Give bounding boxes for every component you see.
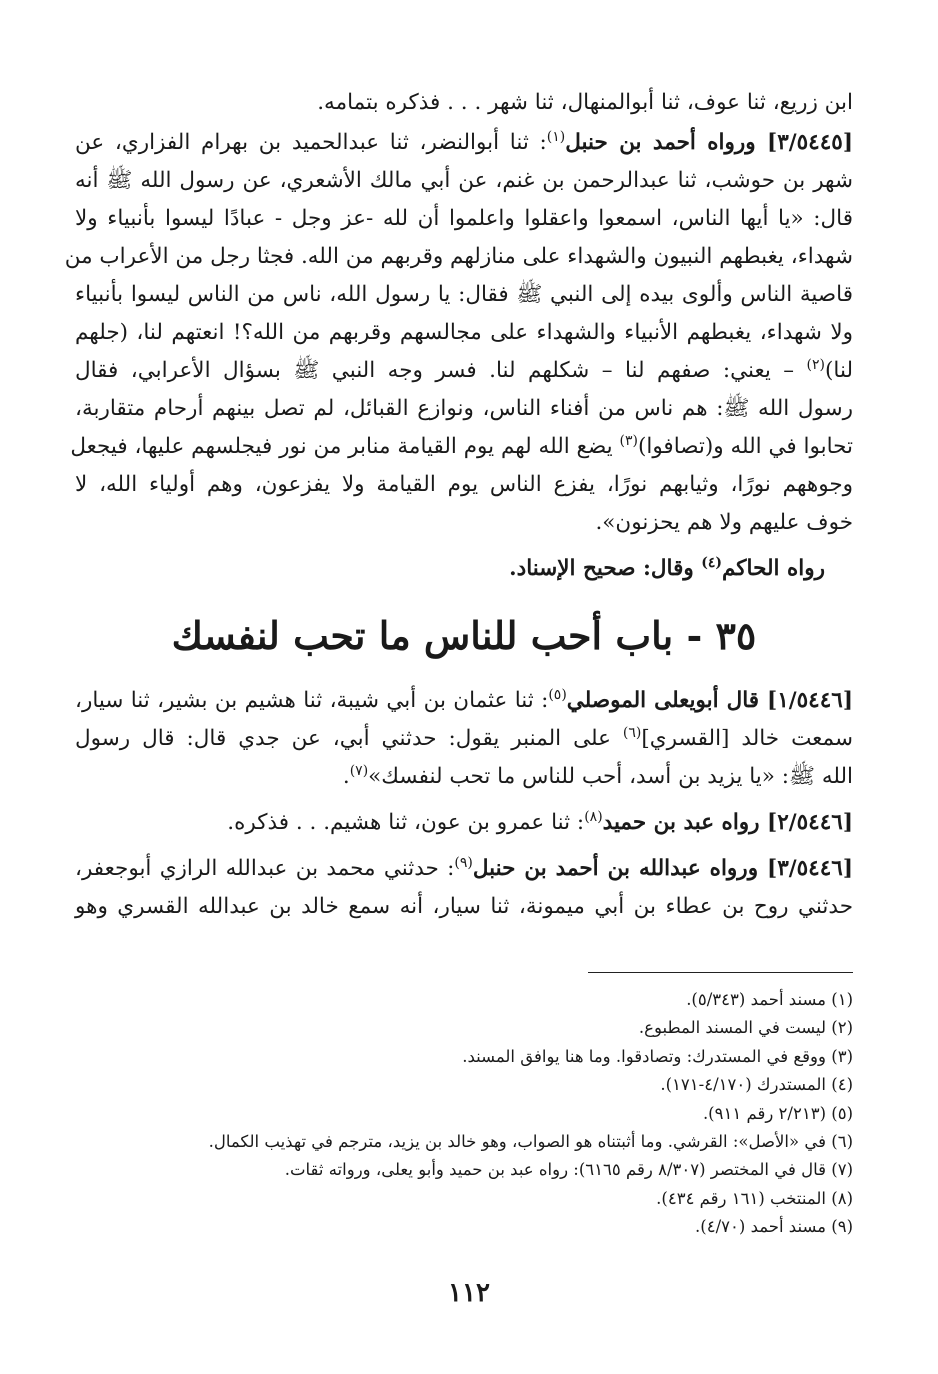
footnotes bbox=[75, 986, 853, 1242]
text-line: خوف عليهم ولا هم يحزنون». bbox=[595, 510, 853, 535]
text-segment: على المنبر يقول: حدثني أبي، عن جدي قال: قال رسول bbox=[75, 726, 623, 751]
footnote-marker: (٦) bbox=[622, 724, 642, 741]
footnote-marker: (٣) bbox=[619, 432, 638, 449]
footnote: (٤) المستدرك (٤/١٧٠-١٧١). bbox=[660, 1075, 853, 1095]
text-segment: لنا) bbox=[825, 358, 853, 383]
footnote-marker: (٩) bbox=[454, 854, 473, 871]
text-line bbox=[75, 682, 853, 720]
text-line: قال: «يا أيها الناس، اسمعوا واعقلوا واعلموا أن لله -عز وجل - عبادًا ليسوا بأنبياء ولا bbox=[75, 206, 853, 231]
footnote: (٩) مسند أحمد (٤/٧٠). bbox=[695, 1217, 853, 1237]
text-segment: رواه الحاكم bbox=[722, 556, 825, 581]
text-segment: الله ﷺ: «يا يزيد بن أسد، أحب للناس ما تحب لنفسك» bbox=[368, 764, 853, 789]
footnote: (٣) ووقع في المستدرك: وتصادقوا. وما هنا يوافق المسند. bbox=[462, 1046, 853, 1066]
text-line bbox=[75, 352, 853, 390]
footnote-marker: (١) bbox=[546, 128, 566, 145]
hadith-reference: [١/٥٤٤٦] قال أبويعلى الموصلي bbox=[566, 688, 853, 713]
text-segment: – يعني: صفهم لنا – شكلهم لنا. فسر وجه النبي ﷺ بسؤال الأعرابي، فقال bbox=[75, 358, 795, 383]
footnote-marker: (٥) bbox=[548, 686, 567, 703]
text-line bbox=[75, 850, 853, 888]
hakim-line bbox=[75, 550, 853, 588]
hadith-5446-3 bbox=[75, 850, 853, 926]
text-line bbox=[75, 720, 853, 758]
footnote: (٢) ليست في المسند المطبوع. bbox=[638, 1018, 853, 1038]
footnote-marker: (٨) bbox=[584, 808, 603, 825]
footnote-marker: (٧) bbox=[349, 762, 369, 779]
hadith-reference: [٢/٥٤٤٦] رواه عبد بن حميد bbox=[602, 810, 853, 835]
text-line bbox=[70, 428, 853, 466]
page-number: ١١٢ bbox=[448, 1278, 490, 1308]
text-line bbox=[75, 758, 853, 796]
footnote: (٧) قال في المختصر (٨/٣٠٧ رقم ٦١٦٥): رواه عبد بن حميد وأبو يعلى، ورواته ثقات. bbox=[284, 1160, 853, 1180]
text-segment: سمعت خالد [القسري] bbox=[641, 726, 853, 751]
hadith-reference: [٣/٥٤٤٥] ورواه أحمد بن حنبل bbox=[565, 130, 853, 155]
opening-line: ابن زريع، ثنا عوف، ثنا أبوالمنهال، ثنا شهر . . . فذكره بتمامه. bbox=[317, 90, 853, 115]
text-line bbox=[75, 124, 853, 162]
hadith-reference: [٣/٥٤٤٦] ورواه عبدالله بن أحمد بن حنبل bbox=[472, 856, 853, 881]
chapter-title: ٣٥ - باب أحب للناس ما تحب لنفسك bbox=[171, 613, 757, 658]
footnote: (٥) (٢/٢١٣ رقم ٩١١). bbox=[702, 1103, 853, 1123]
hadith-5446-1 bbox=[75, 682, 853, 796]
hadith-5446-2 bbox=[75, 804, 853, 842]
text-segment: . bbox=[342, 764, 350, 789]
text-line: شهر بن حوشب، ثنا عبدالرحمن بن غنم، عن أبي مالك الأشعري، عن رسول الله ﷺ أنه bbox=[75, 168, 853, 193]
footnote-marker: (٢) bbox=[806, 356, 826, 373]
main-text bbox=[64, 84, 853, 926]
footnote-marker: (٤) bbox=[701, 554, 722, 571]
text-segment: : ثنا أبوالنضر، ثنا عبدالحميد بن بهرام الفزاري، عن bbox=[75, 130, 547, 155]
text-segment: وقال: صحيح الإسناد. bbox=[509, 556, 702, 581]
text-segment: يضع الله لهم يوم القيامة منابر من نور فيجلسهم عليها، فيجعل bbox=[70, 434, 613, 459]
text-segment: تحابوا في الله و(تصافوا) bbox=[637, 434, 853, 459]
text-segment: : ثنا عمرو بن عون، ثنا هشيم. . . فذكره. bbox=[227, 810, 585, 835]
footnote: (٦) في «الأصل»: القرشي. وما أثبتناه هو الصواب، وهو خالد بن يزيد، مترجم في تهذيب الكمال. bbox=[208, 1132, 853, 1152]
footnote: (١) مسند أحمد (٥/٣٤٣). bbox=[686, 990, 853, 1009]
hadith-5445-3 bbox=[64, 124, 853, 542]
footnote: (٨) المنتخب (١٦١ رقم ٤٣٤). bbox=[656, 1188, 853, 1208]
text-segment: : ثنا عثمان بن أبي شيبة، ثنا هشيم بن بشير، ثنا سيار، bbox=[75, 688, 549, 713]
text-line bbox=[75, 804, 853, 842]
text-line: وجوههم نورًا، وثيابهم نورًا، يفزع الناس يوم القيامة ولا يفزعون، وهم أولياء الله، لا bbox=[75, 472, 853, 497]
text-line: حدثني روح بن عطاء بن أبي ميمونة، ثنا سيار، أنه سمع خالد بن عبدالله القسري وهو bbox=[75, 894, 853, 919]
text-line: رسول الله ﷺ: هم ناس من أفناء الناس، ونوازع القبائل، لم تصل بينهم أرحام متقاربة، bbox=[75, 396, 853, 421]
text-line: ولا شهداء، يغبطهم الأنبياء والشهداء على مجالسهم وقربهم من الله؟! انعتهم لنا، (جلهم bbox=[75, 320, 853, 345]
text-segment: : حدثني محمد بن عبدالله الرازي أبوجعفر، bbox=[75, 856, 455, 881]
text-line: شهداء، يغبطهم النبيون والشهداء على منازلهم وقربهم من الله. فجثا رجل من الأعراب من bbox=[64, 244, 853, 269]
text-line: قاصية الناس وألوى بيده إلى النبي ﷺ فقال: يا رسول الله، ناس من الناس ليسوا بأنبياء bbox=[75, 282, 853, 307]
footnote-separator bbox=[588, 972, 853, 973]
